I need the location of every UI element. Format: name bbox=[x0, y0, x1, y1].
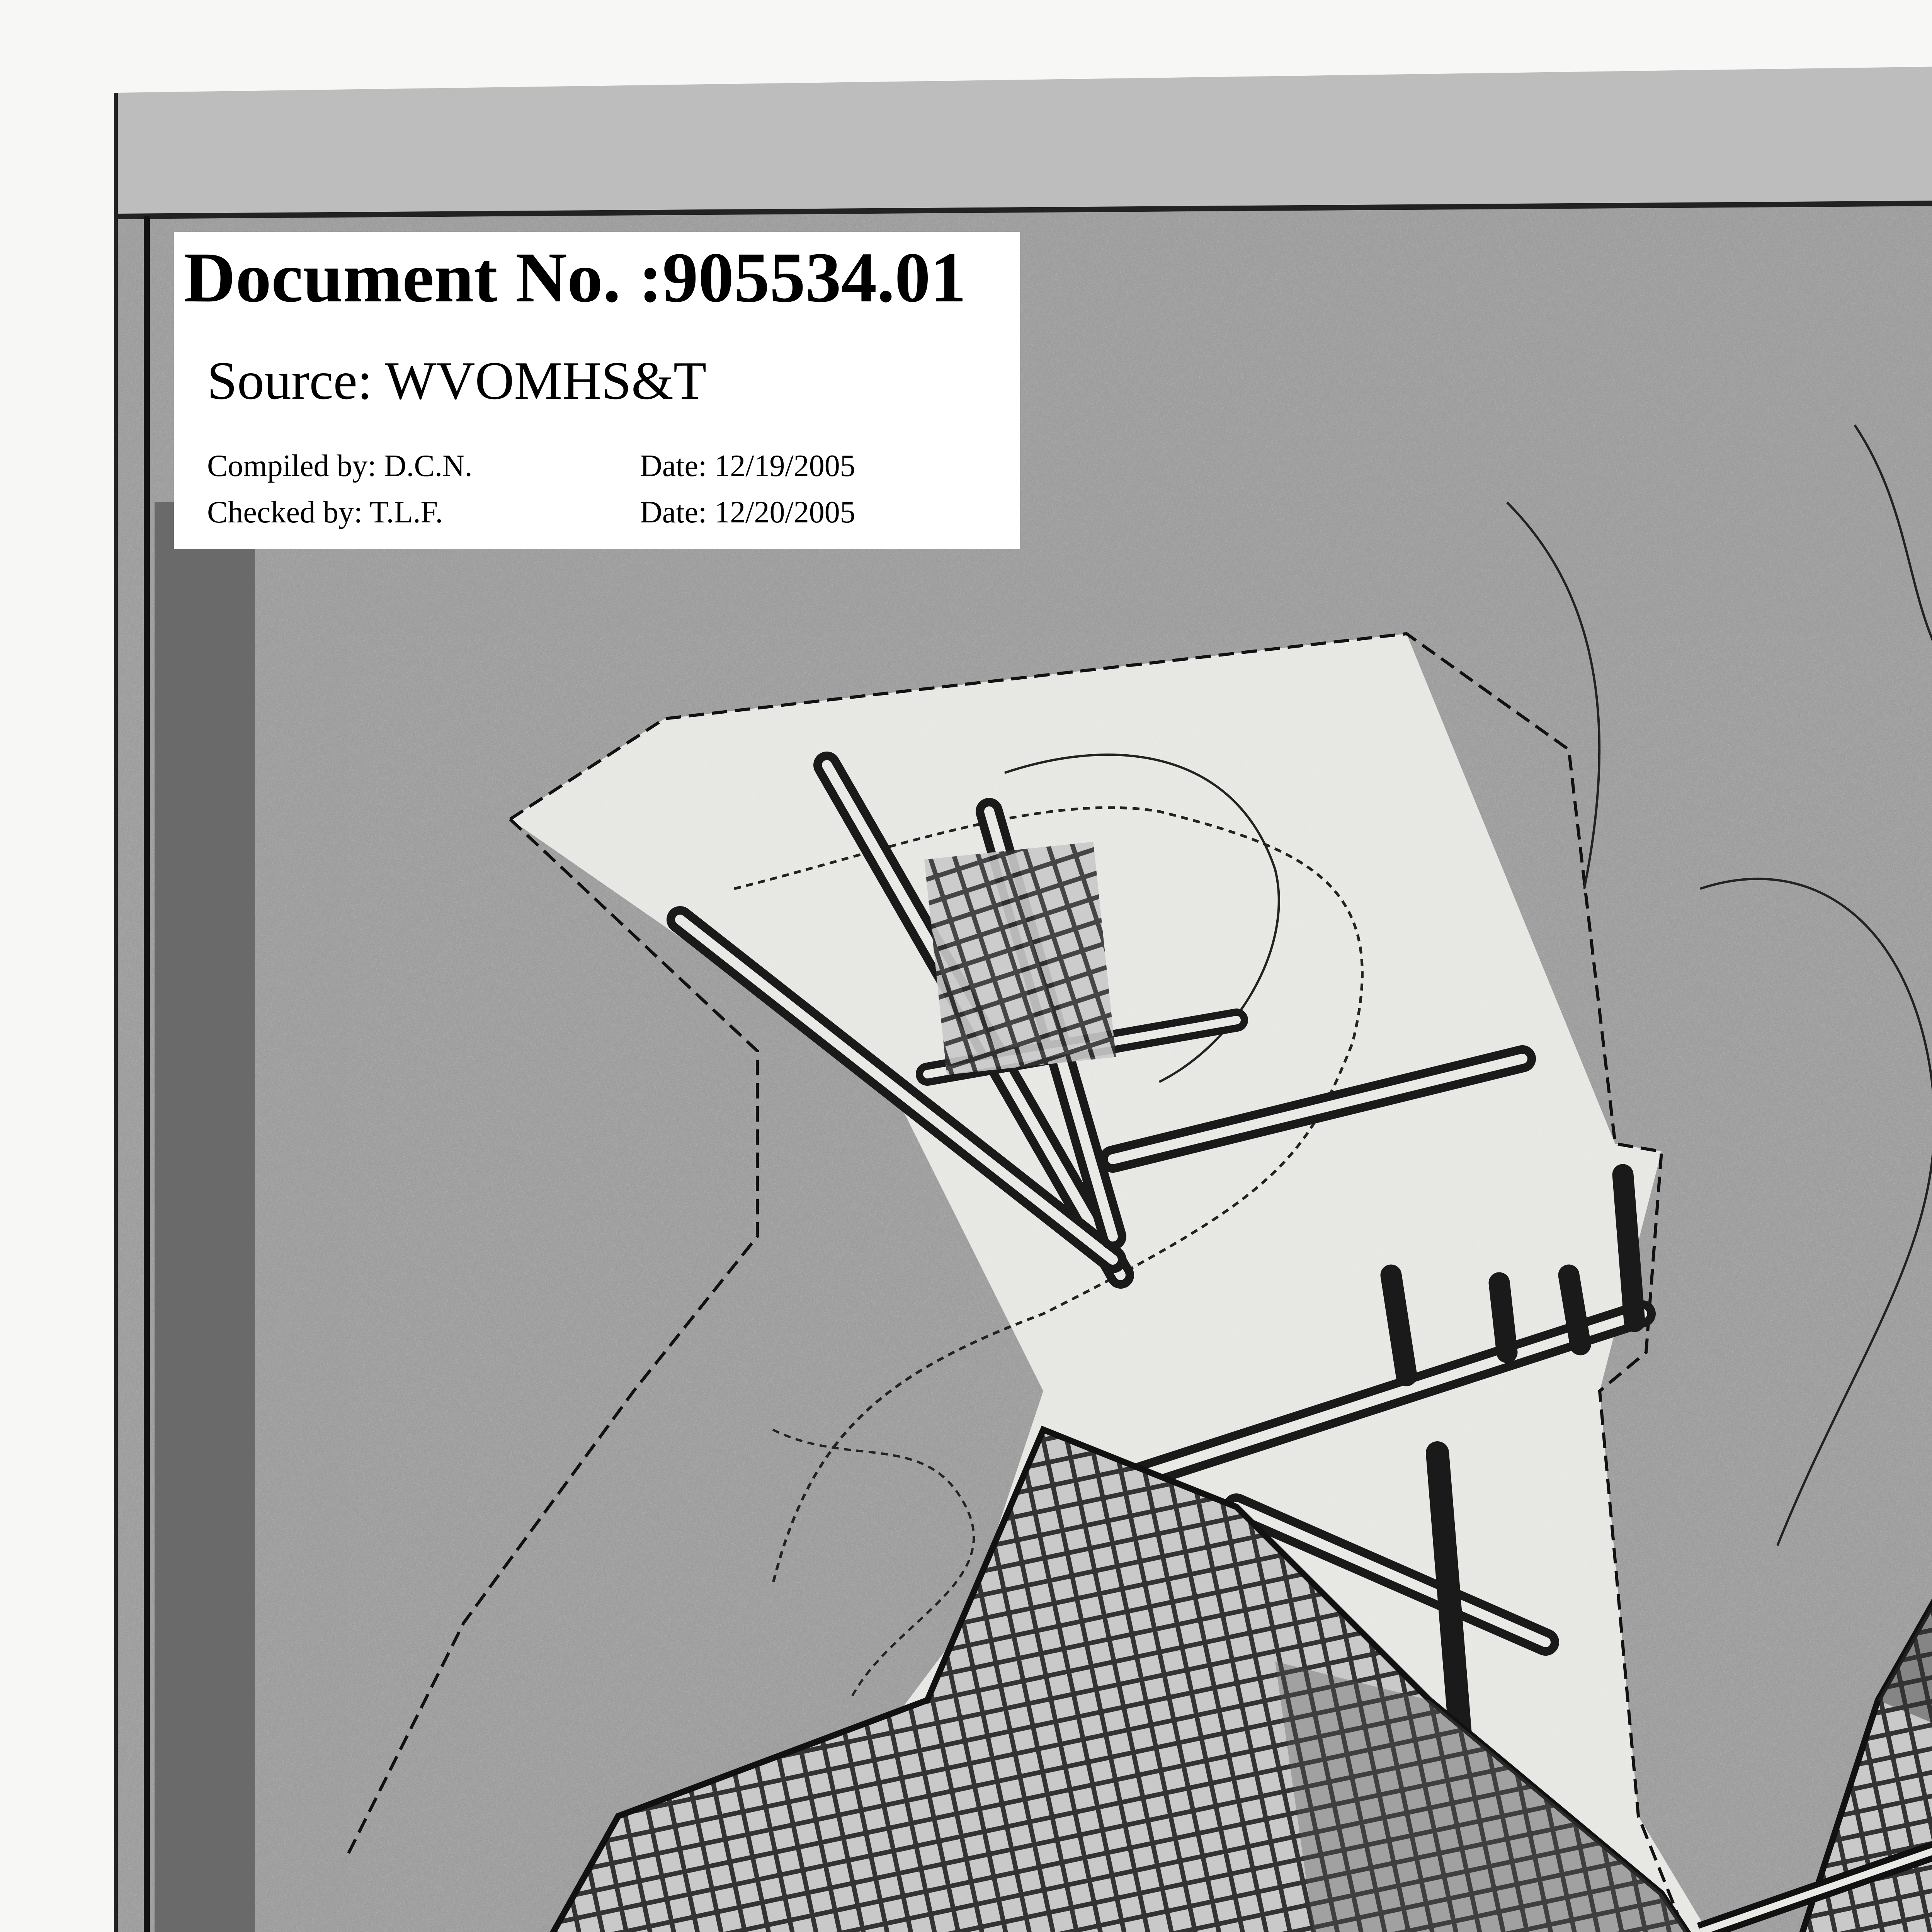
compiled-by: Compiled by: D.C.N. bbox=[207, 449, 473, 483]
compiled-row bbox=[207, 449, 855, 483]
checked-row bbox=[207, 495, 855, 529]
document-source: Source: WVOMHS&T bbox=[207, 351, 707, 411]
document-number: Document No. :905534.01 bbox=[184, 238, 966, 317]
document-stamp bbox=[174, 232, 1020, 549]
north-workings-block bbox=[924, 842, 1116, 1075]
checked-by: Checked by: T.L.F. bbox=[207, 495, 443, 529]
checked-date: Date: 12/20/2005 bbox=[640, 495, 855, 529]
compiled-date: Date: 12/19/2005 bbox=[640, 449, 855, 483]
